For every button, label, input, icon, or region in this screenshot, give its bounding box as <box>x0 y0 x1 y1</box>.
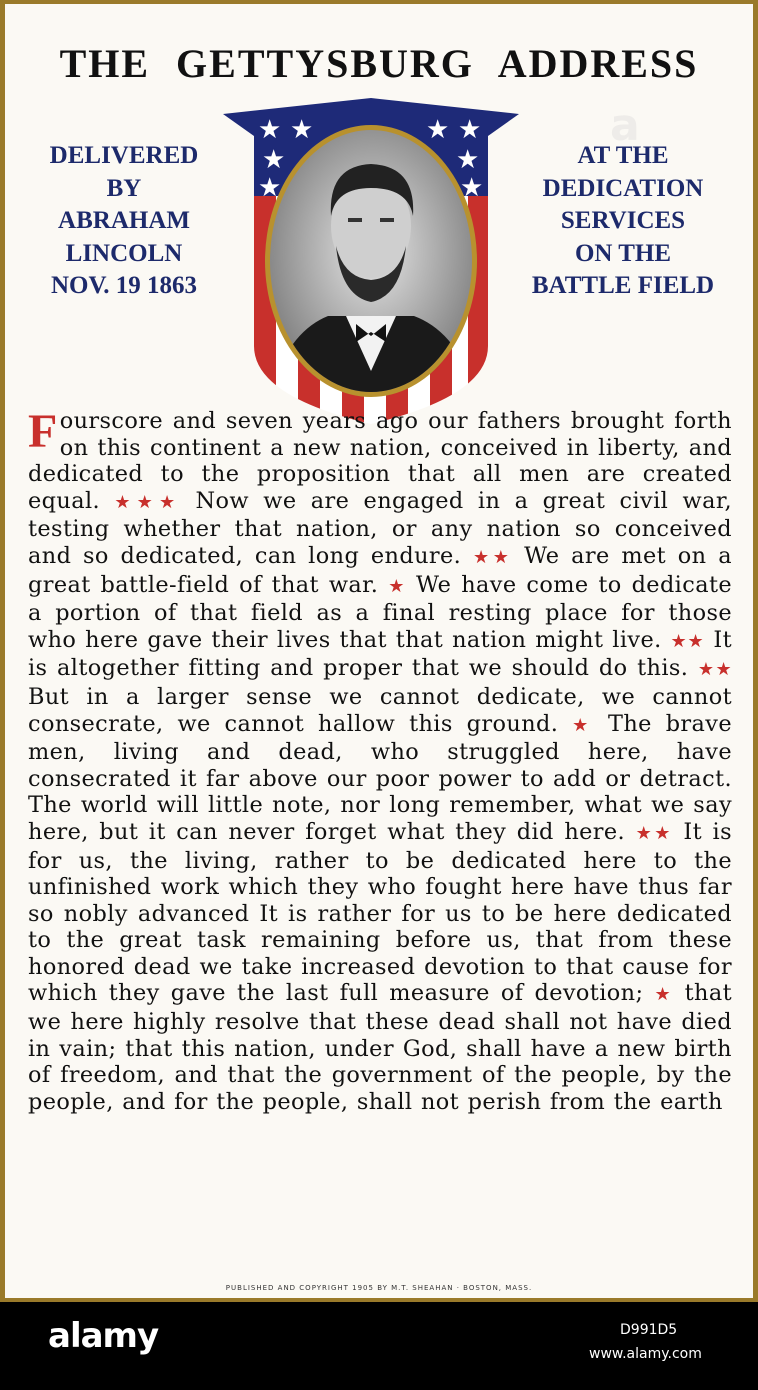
watermark-url: www.alamy.com <box>589 1346 702 1362</box>
star-ornament: ★★ <box>635 822 673 844</box>
svg-text:★: ★ <box>262 145 286 175</box>
right-line: SERVICES <box>560 207 686 234</box>
svg-text:★: ★ <box>458 115 482 145</box>
alamy-logo: alamy <box>48 1316 159 1356</box>
right-line: ON THE <box>574 239 672 267</box>
svg-text:★: ★ <box>290 115 314 145</box>
star-ornament: ★ <box>388 575 407 597</box>
publisher-credit: PUBLISHED AND COPYRIGHT 1905 BY M.T. SHEAHAN · BOSTON, MASS. <box>225 1284 533 1292</box>
speech-segment: We have come to dedicate a portion of that field as a final resting place for those who here gave their lives that that nation might live. <box>28 571 732 653</box>
speech-segment: The brave men, living and dead, who struggled here, have consecrated it far above our poor power to add or detract. The world will little note, nor long remember, what we say here, but it can never forget what they did here. <box>28 710 732 845</box>
left-line: NOV. 19 1863 <box>50 272 198 299</box>
delivered-by-block <box>18 140 230 303</box>
left-line: DELIVERED <box>49 142 199 169</box>
star-ornament: ★★★ <box>114 491 182 513</box>
svg-text:★: ★ <box>426 115 450 145</box>
star-ornament: ★★ <box>472 546 513 568</box>
poster-title: THE GETTYSBURG ADDRESS <box>59 41 699 86</box>
dedication-block <box>512 140 734 303</box>
speech-segment: It is for us, the living, rather to be dedicated here to the unfinished work which they who fought here have thus far so nobly advanced It is rather for us to be here dedicated to the great task remaining before us, that from these honored dead we take increased devotion to that cause for which they gave the last full measure of devotion; <box>28 818 732 1007</box>
speech-segment: It is altogether fitting and proper that we should do this. <box>28 626 732 682</box>
speech-segment: We are met on a great battle-field of that war. <box>28 542 732 598</box>
watermark-faint: a <box>610 100 640 151</box>
svg-text:★: ★ <box>460 173 484 203</box>
star-ornament: ★★ <box>697 659 733 681</box>
flag-shield-portrait <box>218 96 524 426</box>
star-ornament: ★ <box>654 984 674 1006</box>
svg-text:★: ★ <box>456 145 480 175</box>
svg-text:★: ★ <box>258 115 282 145</box>
speech-segment: But in a larger sense we cannot dedicate, we cannot consecrate, we cannot hallow this ground. <box>28 683 732 737</box>
right-line: BATTLE FIELD <box>531 272 715 299</box>
left-line: ABRAHAM <box>58 207 190 234</box>
image-id: D991D5 <box>620 1322 678 1338</box>
star-ornament: ★ <box>572 714 595 736</box>
speech-segment: ourscore and seven years ago our fathers brought forth on this continent a new nation, conceived in liberty, and dedicated to the proposition that all men are created equal. <box>28 408 732 514</box>
star-ornament: ★★ <box>670 630 705 652</box>
right-line: DEDICATION <box>542 174 704 202</box>
left-line: LINCOLN <box>65 239 183 267</box>
svg-text:★: ★ <box>258 173 282 203</box>
left-line: BY <box>106 174 142 202</box>
right-line: AT THE <box>577 142 669 169</box>
speech-segment: that we here highly resolve that these dead shall not have died in vain; that this nation, under God, shall have a new birth of freedom, and that the government of the people, by the people, and for the people, shall not perish from the earth <box>28 980 732 1115</box>
drop-cap: F <box>28 405 58 458</box>
address-text <box>28 405 733 1117</box>
speech-segment: Now we are engaged in a great civil war, testing whether that nation, or any nation so conceived and so dedicated, can long endure. <box>28 487 732 569</box>
